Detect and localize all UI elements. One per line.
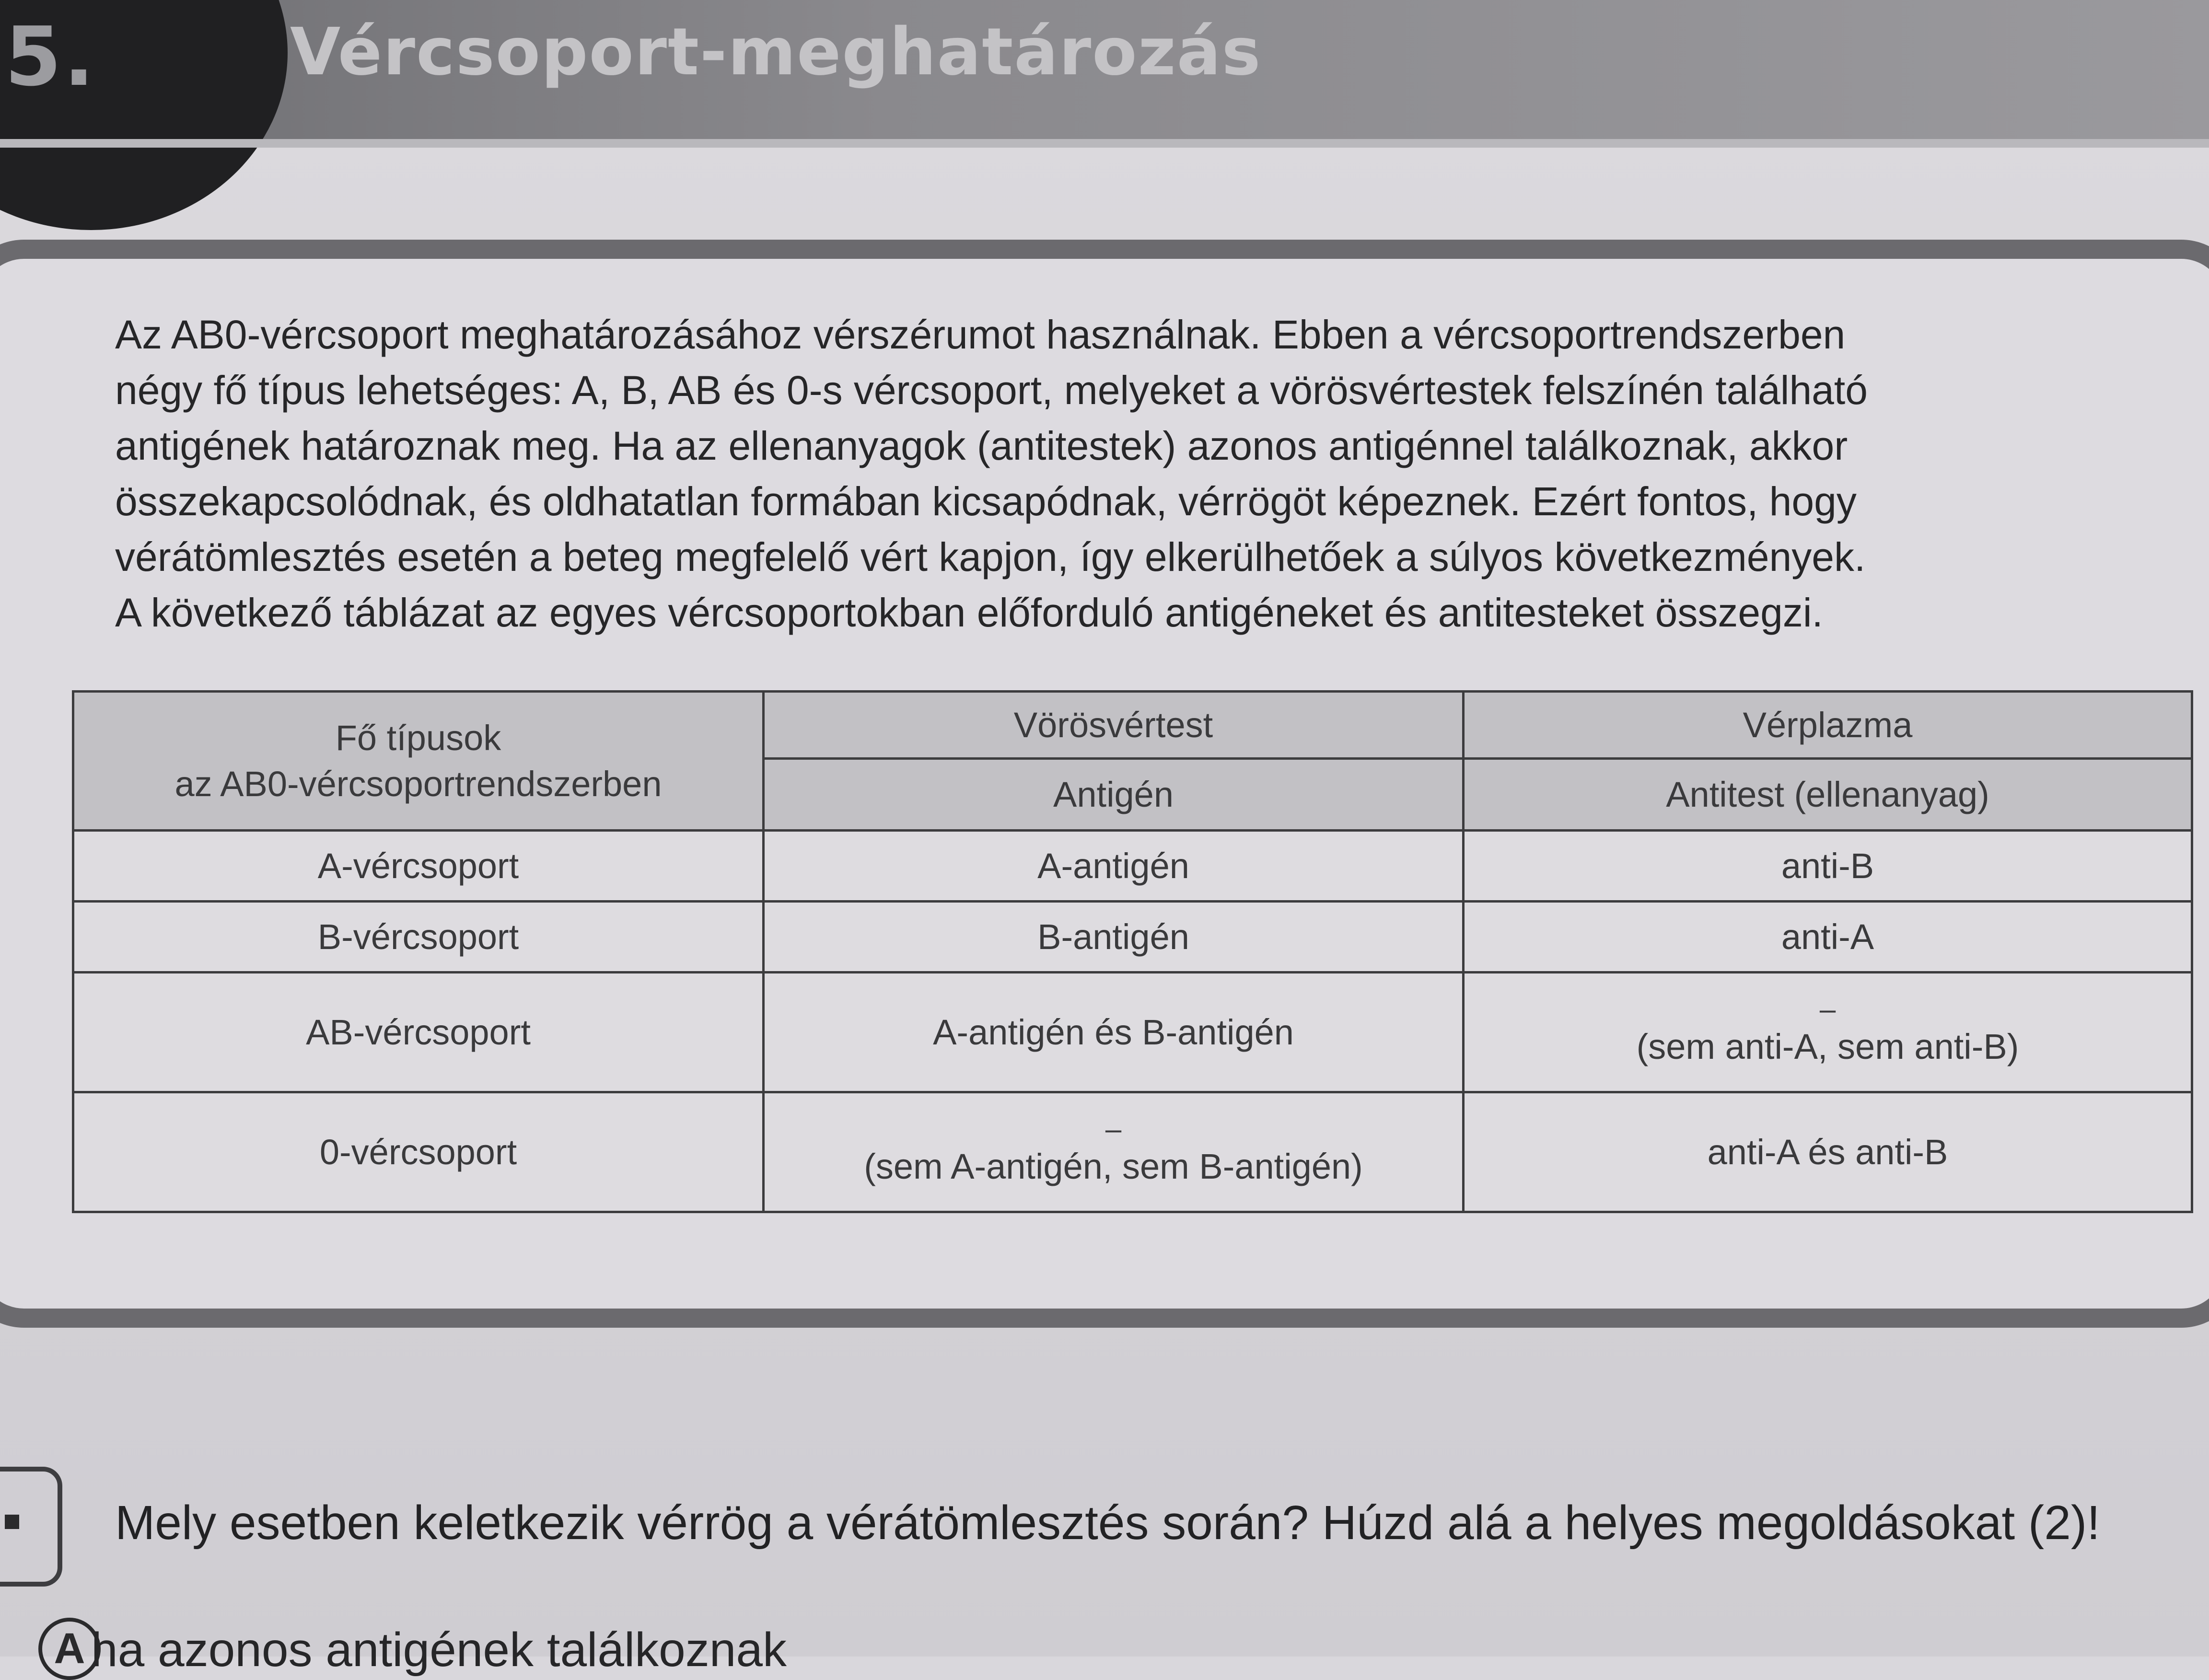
antibody-cell bbox=[1464, 973, 2192, 1092]
cell-text: (sem A-antigén, sem B-antigén) bbox=[864, 1146, 1363, 1186]
table-row bbox=[73, 902, 2192, 973]
blood-type-cell: AB-vércsoport bbox=[73, 973, 764, 1092]
intro-line: összekapcsolódnak, és oldhatatlan formában kicsapódnak, vérrögöt képeznek. Ezért fontos, hogy bbox=[115, 479, 1857, 524]
intro-line: A következő táblázat az egyes vércsoportokban előforduló antigéneket és antitesteket összegzi. bbox=[115, 590, 1823, 635]
intro-line: Az AB0-vércsoport meghatározásához vérszérumot használnak. Ebben a vércsoportrendszerben bbox=[115, 312, 1846, 357]
antigen-cell: A-antigén és B-antigén bbox=[764, 973, 1464, 1092]
table-row bbox=[73, 1092, 2192, 1212]
antigen-cell: B-antigén bbox=[764, 902, 1464, 973]
intro-line: vérátömlesztés esetén a beteg megfelelő vért kapjon, így elkerülhetőek a súlyos következmények. bbox=[115, 534, 1866, 579]
header-line: Fő típusok bbox=[335, 718, 501, 758]
table-header-main-types bbox=[73, 692, 764, 831]
question-text: Mely esetben keletkezik vérrög a vérátömlesztés során? Húzd alá a helyes megoldásokat (2)! bbox=[115, 1496, 2100, 1550]
chapter-number: 5. bbox=[5, 10, 96, 104]
table-row bbox=[73, 831, 2192, 902]
header-divider bbox=[0, 139, 2209, 148]
task-bullet-icon bbox=[5, 1515, 19, 1529]
table-header-antibody: Antitest (ellenanyag) bbox=[1464, 759, 2192, 831]
cell-text: (sem anti-A, sem anti-B) bbox=[1636, 1026, 2019, 1066]
blood-type-cell: B-vércsoport bbox=[73, 902, 764, 973]
table-header-red-blood-cell: Vörösvértest bbox=[764, 692, 1464, 759]
table-header-antigen: Antigén bbox=[764, 759, 1464, 831]
antibody-cell: anti-B bbox=[1464, 831, 2192, 902]
header-line: az AB0-vércsoportrendszerben bbox=[174, 764, 662, 804]
intro-line: antigének határoznak meg. Ha az ellenanyagok (antitestek) azonos antigénnel találkoznak, akkor bbox=[115, 423, 1848, 468]
intro-line: négy fő típus lehetséges: A, B, AB és 0-s vércsoport, melyeket a vörösvértestek felszínén található bbox=[115, 368, 1868, 413]
option-a-text[interactable]: ha azonos antigének találkoznak bbox=[91, 1623, 787, 1677]
table-row bbox=[73, 973, 2192, 1092]
antigen-cell bbox=[764, 1092, 1464, 1212]
intro-paragraph bbox=[115, 307, 2128, 640]
blood-type-cell: A-vércsoport bbox=[73, 831, 764, 902]
antibody-cell: anti-A bbox=[1464, 902, 2192, 973]
chapter-title: Vércsoport-meghatározás bbox=[290, 14, 1262, 90]
option-letter-a[interactable]: A bbox=[38, 1618, 101, 1680]
antibody-cell: anti-A és anti-B bbox=[1464, 1092, 2192, 1212]
blood-type-cell: 0-vércsoport bbox=[73, 1092, 764, 1212]
dash-mark: – bbox=[1105, 1112, 1122, 1145]
antigen-cell: A-antigén bbox=[764, 831, 1464, 902]
dash-mark: – bbox=[1819, 993, 1836, 1025]
table-header-row bbox=[73, 692, 2192, 759]
blood-group-table bbox=[72, 690, 2193, 1213]
table-header-plasma: Vérplazma bbox=[1464, 692, 2192, 759]
